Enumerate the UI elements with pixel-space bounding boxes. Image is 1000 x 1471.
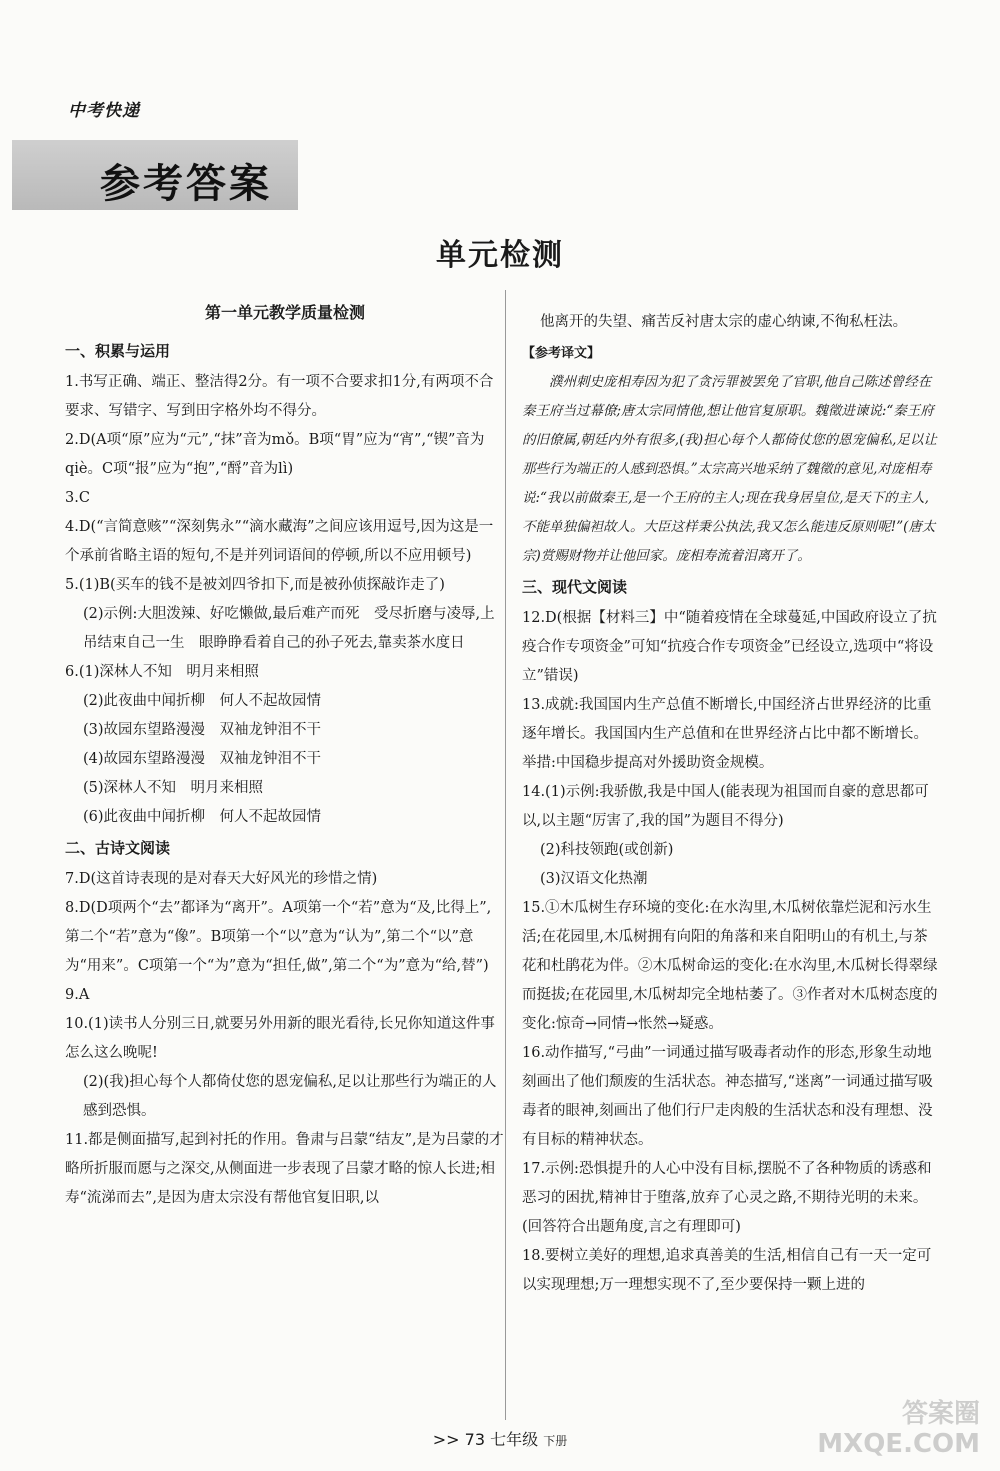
answer-6-2: (2)此夜曲中闻折柳 何人不起故园情: [83, 693, 322, 709]
answer-11: 11.都是侧面描写,起到衬托的作用。鲁肃与吕蒙“结友”,是为吕蒙的才略所折服而愿与之深交,从侧面进一步表现了吕蒙才略的惊人长进;相寿“流涕而去”,是因为唐太宗没有帮他官复旧职,以: [65, 1132, 504, 1206]
answer-banner: [12, 140, 298, 210]
section-title: 单元检测: [436, 238, 564, 273]
answer-8: 8.D(D项两个“去”都译为“离开”。A项第一个“若”意为“及,比得上”,第二个“若”意为“像”。B项第一个“以”意为“认为”,第二个“以”意为“用来”。C项第一个“为”意为“担任,做”,第二个“为”意为“给,替”): [65, 900, 492, 974]
answer-15: 15.①木瓜树生存环境的变化:在水沟里,木瓜树依靠烂泥和污水生活;在花园里,木瓜树拥有向阳的角落和来自阳明山的有机土,与茶花和杜鹃花为伴。②木瓜树命运的变化:在水沟里,木瓜树长得翠绿而挺拔;在花园里,木瓜树却完全地枯萎了。③作者对木瓜树态度的变化:惊奇→同情→怅然→疑惑。: [522, 900, 938, 1032]
part-heading-3: 三、现代文阅读: [522, 578, 628, 596]
answer-12: 12.D(根据【材料三】中“随着疫情在全球蔓延,中国政府设立了抗疫合作专项资金”可知“抗疫合作专项资金”已经设立,选项中“将设立”错误): [522, 610, 937, 684]
answer-6-4: (4)故园东望路漫漫 双袖龙钟泪不干: [83, 751, 322, 767]
banner-title: 参考答案: [100, 161, 272, 207]
answer-18: 18.要树立美好的理想,追求真善美的生活,相信自己有一天一定可以实现理想;万一理想实现不了,至少要保持一颗上进的: [522, 1248, 932, 1293]
answer-13: 13.成就:我国国内生产总值不断增长,中国经济占世界经济的比重逐年增长。我国国内生产总值和在世界经济占比中都不断增长。举措:中国稳步提高对外援助资金规模。: [522, 697, 932, 771]
answer-4: 4.D(“言简意赅”“深刻隽永”“滴水藏海”之间应该用逗号,因为这是一个承前省略主语的短句,不是并列词语间的停顿,所以不应用顿号): [65, 519, 494, 564]
volume-label: 下册: [543, 1434, 568, 1448]
part-heading-1: 一、积累与运用: [65, 342, 171, 360]
test-title: 第一单元教学质量检测: [204, 303, 365, 322]
brand: 中考快递: [68, 101, 140, 121]
answer-3: 3.C: [65, 490, 90, 506]
answer-17: 17.示例:恐惧提升的人心中没有目标,摆脱不了各种物质的诱惑和恶习的困扰,精神甘于堕落,放弃了心灵之路,不期待光明的未来。(回答符合出题角度,言之有理即可): [522, 1161, 932, 1235]
answer-6-6: (6)此夜曲中闻折柳 何人不起故园情: [83, 809, 322, 825]
answer-10-2: (2)(我)担心每个人都倚仗您的恩宠偏私,足以让那些行为端正的人感到恐惧。: [83, 1074, 497, 1119]
answer-9: 9.A: [65, 987, 90, 1003]
answer-11-continued: 他离开的失望、痛苦反衬唐太宗的虚心纳谏,不徇私枉法。: [540, 314, 908, 330]
answer-16: 16.动作描写,“弓曲”一词通过描写吸毒者动作的形态,形象生动地刻画出了他们颓废的生活状态。神态描写,“迷离”一词通过描写吸毒者的眼神,刻画出了他们行尸走肉般的生活状态和没有理想、没有目标的精神状态。: [522, 1045, 933, 1148]
grade-label: 七年级: [490, 1430, 539, 1449]
answer-14-1: 14.(1)示例:我骄傲,我是中国人(能表现为祖国而自豪的意思都可以,以主题“厉害了,我的国”为题目不得分): [522, 784, 929, 829]
answer-14-2: (2)科技领跑(或创新): [540, 842, 674, 858]
left-column: [65, 290, 505, 1213]
answer-6-1: 6.(1)深林人不知 明月来相照: [65, 664, 259, 680]
answer-2: 2.D(A项“原”应为“元”,“抹”音为mǒ。B项“胃”应为“宵”,“锲”音为qiè。C项“报”应为“抱”,“酹”音为lì): [65, 432, 485, 477]
answer-14-3: (3)汉语文化热潮: [540, 871, 648, 887]
answer-6-3: (3)故园东望路漫漫 双袖龙钟泪不干: [83, 722, 322, 738]
part-heading-2: 二、古诗文阅读: [65, 839, 171, 857]
watermark-line-2: MXQE.COM: [817, 1429, 980, 1459]
watermark: [817, 1399, 980, 1459]
answer-1: 1.书写正确、端正、整洁得2分。有一项不合要求扣1分,有两项不合要求、写错字、写到田字格外均不得分。: [65, 374, 494, 419]
chevron-right-icon: >>: [432, 1430, 460, 1449]
page-number: 73: [464, 1430, 486, 1449]
right-column: [522, 308, 942, 1300]
answer-6-5: (5)深林人不知 明月来相照: [83, 780, 264, 796]
watermark-line-1: 答案圈: [901, 1399, 980, 1429]
column-divider: [505, 290, 506, 1420]
answer-5-1: 5.(1)B(买车的钱不是被刘四爷扣下,而是被孙侦探敲诈走了): [65, 577, 445, 593]
answer-7: 7.D(这首诗表现的是对春天大好风光的珍惜之情): [65, 871, 378, 887]
translation-text: 濮州刺史庞相寿因为犯了贪污罪被罢免了官职,他自己陈述曾经在秦王府当过幕僚;唐太宗同情他,想让他官复原职。魏徵进谏说:“秦王府的旧僚属,朝廷内外有很多,(我)担心每个人都倚仗您的恩宠偏私,足以让那些行为端正的人感到恐惧。”太宗高兴地采纳了魏徵的意见,对庞相寿说:“我以前做秦王,是一个王府的主人;现在我身居皇位,是天下的主人,不能单独偏袒故人。大臣这样秉公执法,我又怎么能违反原则呢!”(唐太宗)赏赐财物并让他回家。庞相寿流着泪离开了。: [522, 374, 937, 564]
answer-5-2: (2)示例:大胆泼辣、好吃懒做,最后难产而死 受尽折磨与凌辱,上吊结束自己一生 眼睁睁看着自己的孙子死去,靠卖茶水度日: [83, 606, 495, 651]
translation-tag: 【参考译文】: [522, 346, 601, 361]
answer-10-1: 10.(1)读书人分别三日,就要另外用新的眼光看待,长兄你知道这件事怎么这么晚呢!: [65, 1016, 495, 1061]
